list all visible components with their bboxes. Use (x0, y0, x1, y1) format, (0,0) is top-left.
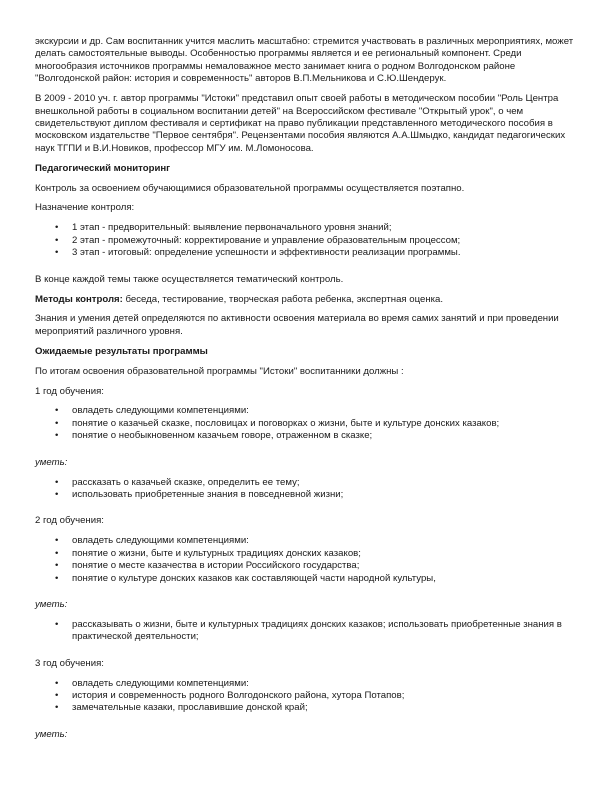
bullet-icon: • (55, 222, 59, 234)
year-1-can-label: уметь: (35, 456, 68, 468)
list-item: • понятие о месте казачества в истории Российского государства; (55, 560, 360, 572)
methods-paragraph (35, 294, 580, 306)
bullet-icon: • (55, 618, 59, 630)
list-item: • понятие о казачьей сказке, пословицах и поговорках о жизни, быте и культуре донских казаков; (55, 417, 500, 429)
year-2-can-list (35, 619, 580, 644)
bullet-icon: • (55, 677, 59, 689)
list-item: • замечательные казаки, прославившие донской край; (55, 702, 308, 714)
bullet-icon: • (55, 572, 59, 584)
year-3-know-list (35, 678, 580, 715)
list-item: • понятие о культуре донских казаков как составляющей части народной культуры, (55, 572, 436, 584)
thematic-control: В конце каждой темы также осуществляется тематический контроль. (35, 273, 344, 285)
bullet-icon: • (55, 417, 59, 429)
list-item: • понятие о жизни, быте и культурных традициях донских казаков; (55, 547, 361, 559)
methods-text: беседа, тестирование, творческая работа ребенка, экспертная оценка. (122, 293, 444, 305)
bullet-icon: • (55, 234, 59, 246)
list-item: • понятие о необыкновенном казачьем говоре, отраженном в сказке; (55, 430, 373, 442)
year-3-label: 3 год обучения: (35, 657, 104, 669)
year-1-can-list (35, 477, 580, 502)
year-2-know-list (35, 535, 580, 585)
list-item: • овладеть следующими компетенциями: (55, 405, 249, 417)
list-item: • история и современность родного Волгодонского района, хутора Потапов; (55, 689, 405, 701)
list-item: • 1 этап - предворительный: выявление первоначального уровня знаний; (55, 222, 392, 234)
bullet-icon: • (55, 488, 59, 500)
year-2-label: 2 год обучения: (35, 515, 104, 527)
list-item: • овладеть следующими компетенциями: (55, 677, 249, 689)
list-item: • рассказывать о жизни, быте и культурных традициях донских казаков; использовать приобретенные знания в практической деятельности; (55, 618, 562, 643)
methods-label: Методы контроля: (35, 293, 123, 305)
year-2-can-label: уметь: (35, 598, 68, 610)
bullet-icon: • (55, 535, 59, 547)
monitoring-text: Контроль за освоением обучающимися образовательной программы осуществляется поэтапно. (35, 182, 465, 194)
bullet-icon: • (55, 476, 59, 488)
purpose-label: Назначение контроля: (35, 202, 135, 214)
bullet-icon: • (55, 547, 59, 559)
knowledge-paragraph: Знания и умения детей определяются по активности освоения материала во время самих занятий и при проведении мероприятий различного уровня. (35, 313, 559, 337)
list-item: • 2 этап - промежуточный: корректирование и управление образовательным процессом; (55, 234, 461, 246)
year-3-can-label: уметь: (35, 728, 68, 740)
stages-list (35, 222, 580, 259)
intro-paragraph-2: В 2009 - 2010 уч. г. автор программы "Истоки" представил опыт своей работы в методическом пособии "Роль Центра внешкольной работы в социальном воспитании детей" на Всероссийском фестивале "Открытый урок", о чем свидетельствуют диплом фестиваля и сертификат на право публикации представленного методического пособия в московском издательстве "Первое сентября". Рецензентами пособия являются А.А.Шмыдко, кандидат педагогических наук ТГПИ и В.И.Новиков, профессор МГУ им. М.Ломоносова. (35, 93, 566, 154)
bullet-icon: • (55, 247, 59, 259)
bullet-icon: • (55, 560, 59, 572)
bullet-icon: • (55, 702, 59, 714)
monitoring-heading: Педагогический мониторинг (35, 162, 171, 174)
year-1-know-list (35, 405, 580, 442)
list-item: • рассказать о казачьей сказке, определить ее тему; (55, 476, 300, 488)
intro-paragraph-1: экскурсии и др. Сам воспитанник учится маслить масштабно: стремится участвовать в различных мероприятиях, может делать самостоятельные выводы. Особенностью программы является и ее региональный компонент. Среди многообразия источников программы немаловажное место занимает книга о родном Волгодонском районе "Волгодонской район: история и современность" авторов В.П.Мельникова и С.Ю.Шендерук. (35, 36, 574, 85)
bullet-icon: • (55, 405, 59, 417)
year-1-label: 1 год обучения: (35, 385, 104, 397)
results-intro: По итогам освоения образовательной программы "Истоки" воспитанники должны : (35, 365, 404, 377)
bullet-icon: • (55, 689, 59, 701)
bullet-icon: • (55, 430, 59, 442)
document-page (35, 36, 580, 749)
list-item: • использовать приобретенные знания в повседневной жизни; (55, 488, 344, 500)
list-item: • 3 этап - итоговый: определение успешности и эффективности реализации программы. (55, 247, 461, 259)
list-item: • овладеть следующими компетенциями: (55, 535, 249, 547)
results-heading: Ожидаемые результаты программы (35, 345, 208, 357)
